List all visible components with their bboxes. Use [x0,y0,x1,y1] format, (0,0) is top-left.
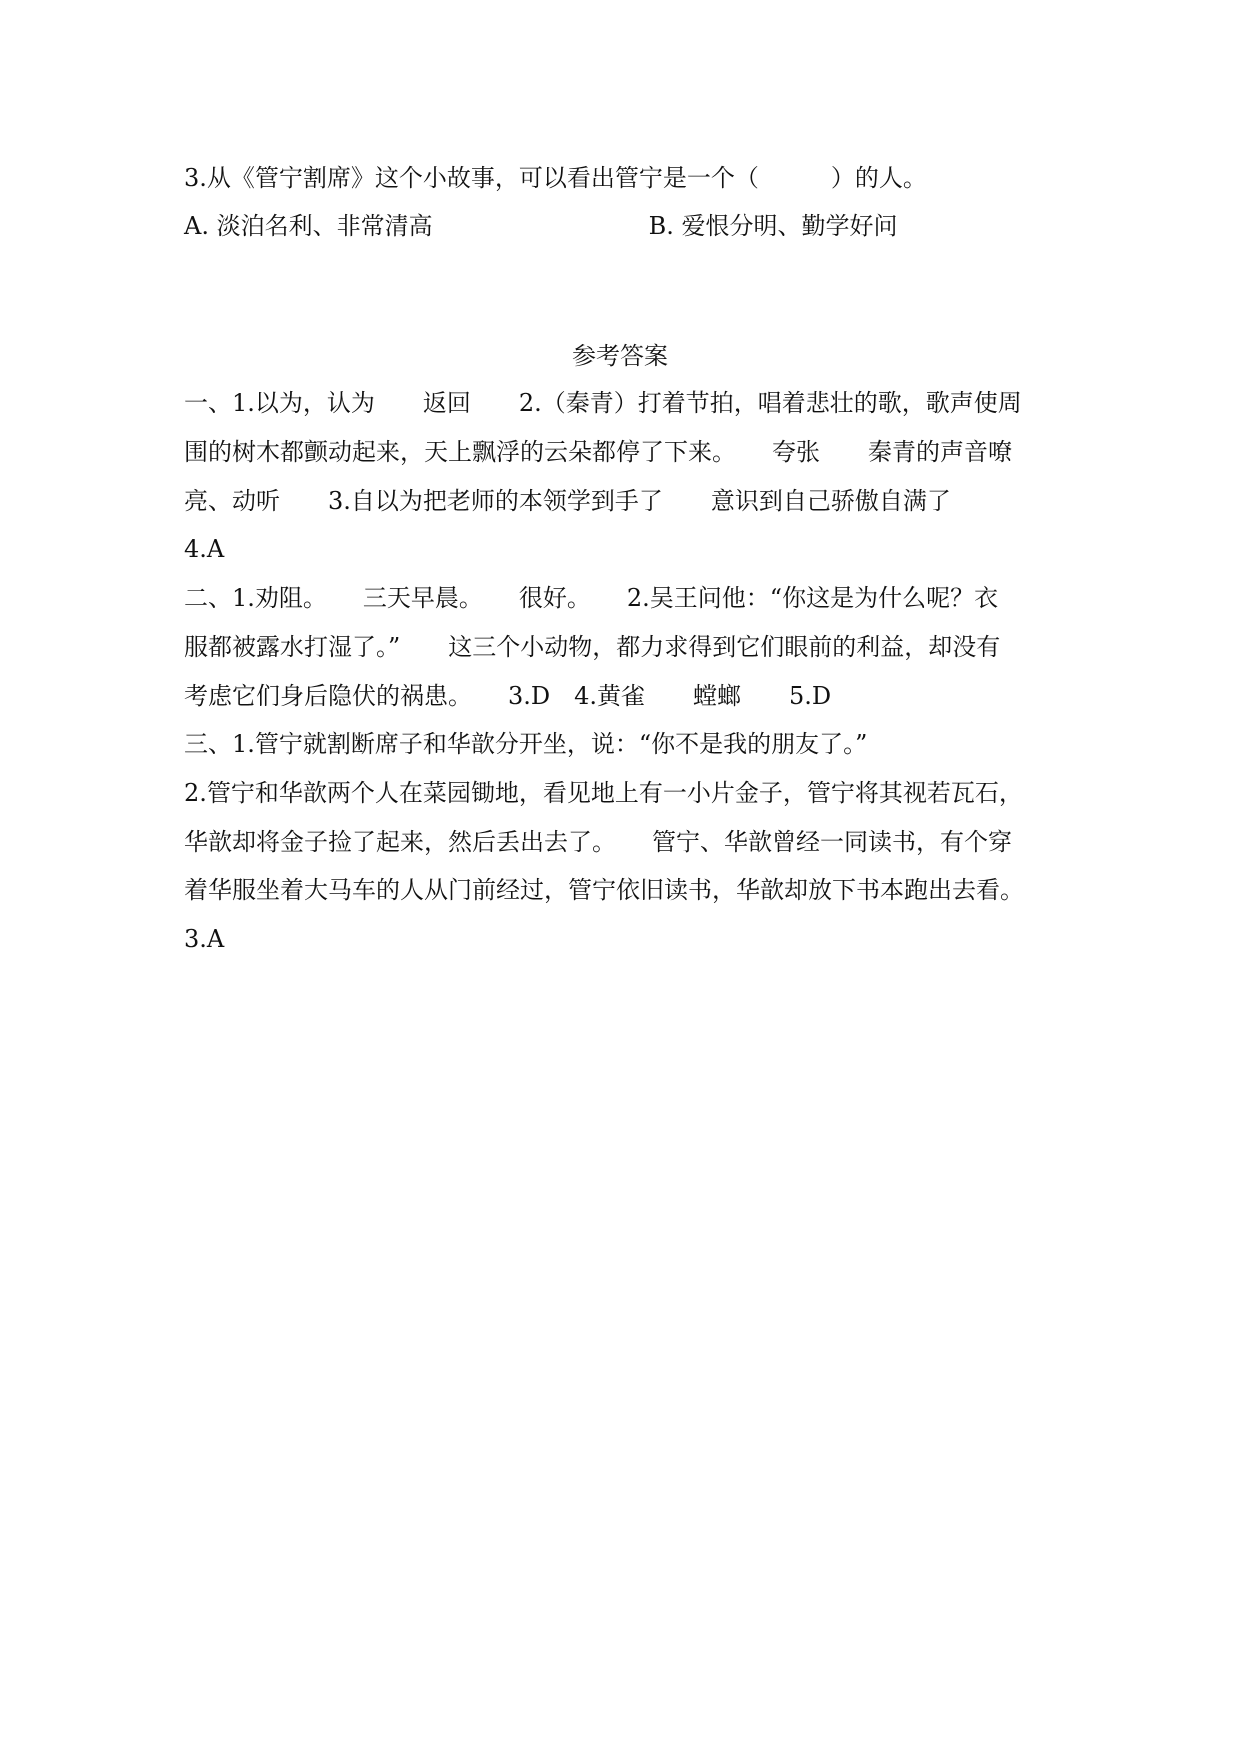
question-options: A. 淡泊名利、非常清高 B. 爱恨分明、勤学好问 [184,212,898,240]
answer-line: 2.管宁和华歆两个人在菜园锄地，看见地上有一小片金子，管宁将其视若瓦石， [184,779,1023,807]
answer-line: 着华服坐着大马车的人从门前经过，管宁依旧读书，华歆却放下书本跑出去看。 [184,876,1024,904]
answer-line: 一、1.以为，认为 返回 2.（秦青）打着节拍，唱着悲壮的歌，歌声使周 [184,389,1022,417]
answer-line: 亮、动听 3.自以为把老师的本领学到手了 意识到自己骄傲自满了 [184,487,951,515]
answer-line: 三、1.管宁就割断席子和华歆分开坐，说：“你不是我的朋友了。” [184,730,868,758]
answer-line: 3.A [184,925,225,953]
question-stem: 3.从《管宁割席》这个小故事，可以看出管宁是一个（ ）的人。 [184,164,927,192]
answer-line: 4.A [184,535,225,563]
answer-line: 服都被露水打湿了。” 这三个小动物，都力求得到它们眼前的利益，却没有 [184,633,1001,661]
answer-line: 围的树木都颤动起来，天上飘浮的云朵都停了下来。 夸张 秦青的声音嘹 [184,438,1012,466]
answer-line: 考虑它们身后隐伏的祸患。 3.D 4.黄雀 螳螂 5.D [184,682,832,710]
answer-line: 二、1.劝阻。 三天早晨。 很好。 2.吴王问他：“你这是为什么呢？衣 [184,584,999,612]
answer-line: 华歆却将金子捡了起来，然后丢出去了。 管宁、华歆曾经一同读书，有个穿 [184,828,1012,856]
answer-key-title: 参考答案 [572,342,668,370]
